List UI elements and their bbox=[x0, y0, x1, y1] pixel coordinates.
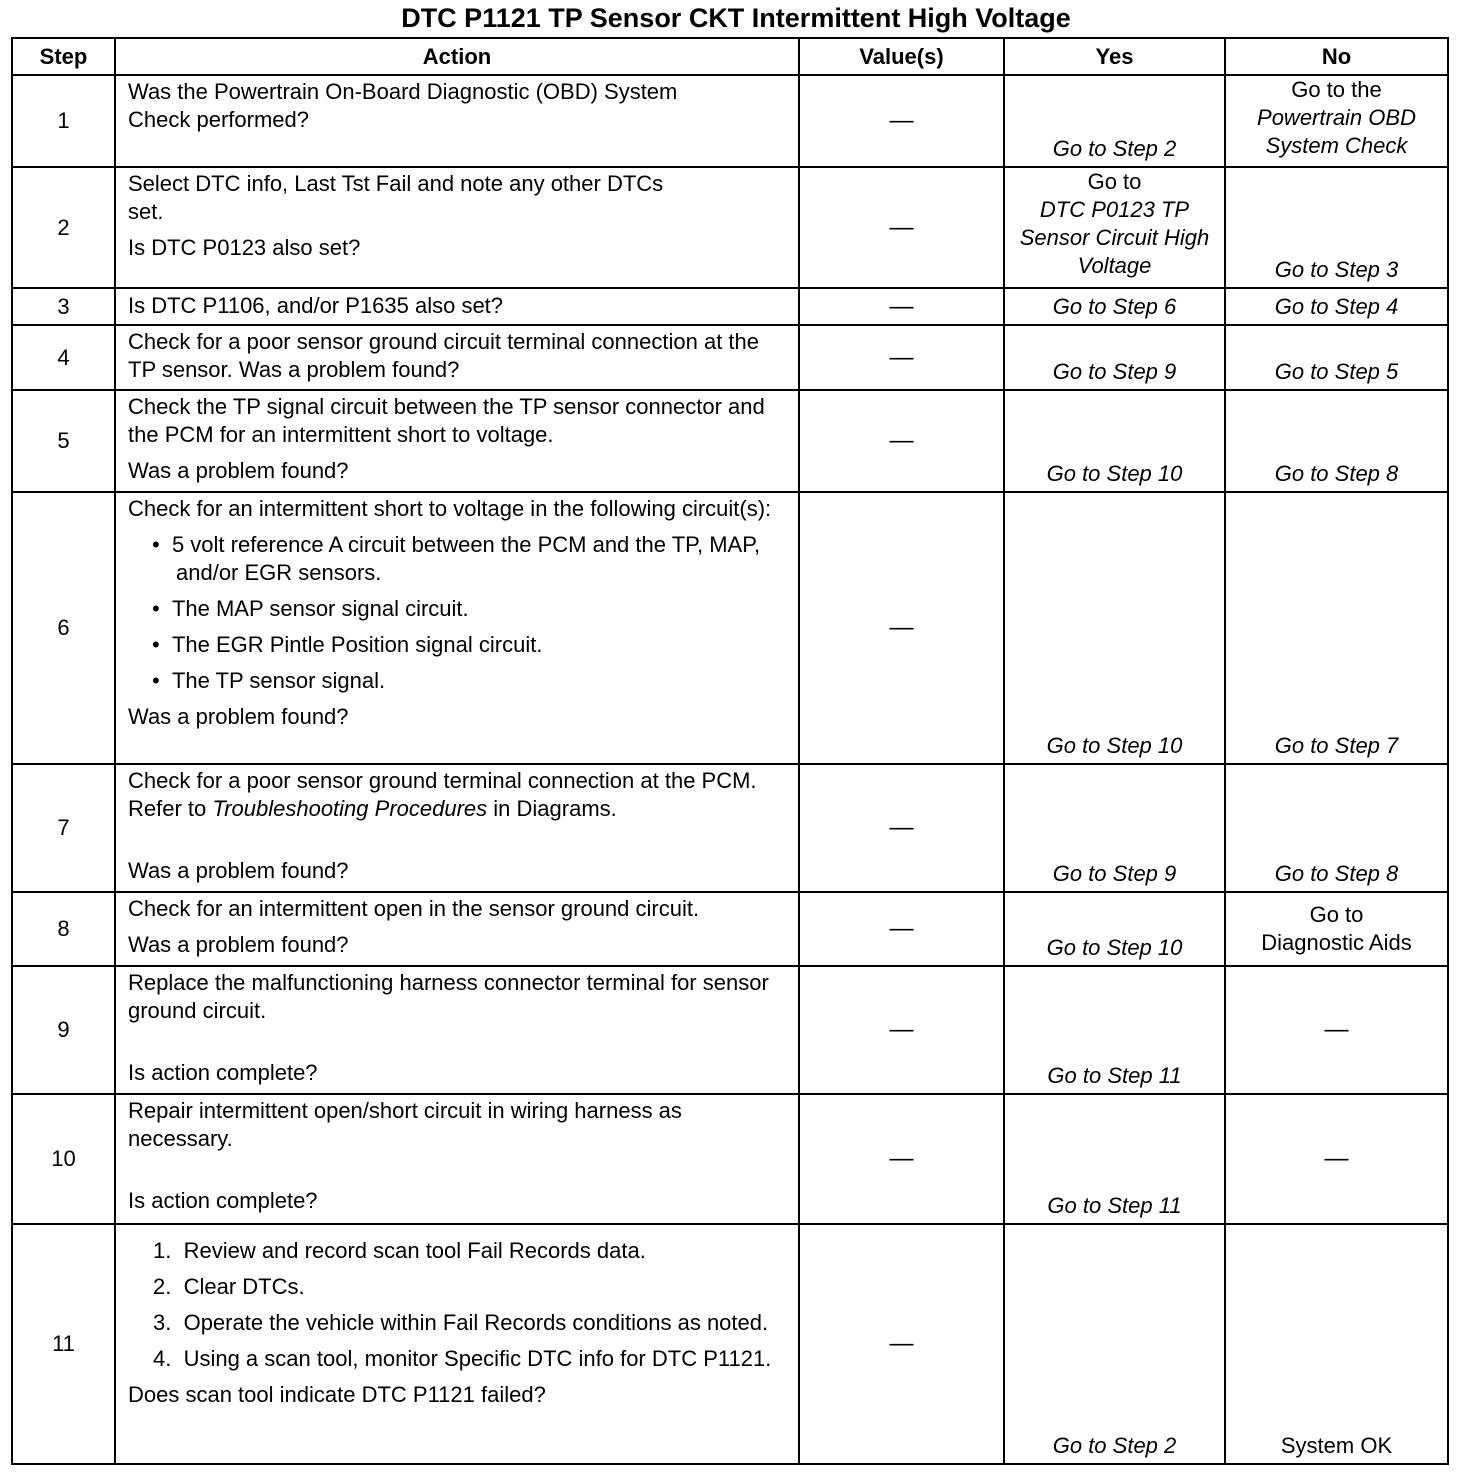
table-row bbox=[12, 764, 1448, 892]
value-cell: — bbox=[799, 167, 1004, 288]
action-text: Check for an intermittent short to voltage in the following circuit(s): bbox=[128, 496, 772, 521]
bullet-text: 5 volt reference A circuit between the PCM and the TP, MAP, and/or EGR sensors. bbox=[171, 532, 761, 585]
action-cell bbox=[115, 1094, 799, 1224]
action-text: Select DTC info, Last Tst Fail and note any other DTCs set. bbox=[128, 171, 664, 224]
no-link[interactable]: Go to Step 4 bbox=[1225, 288, 1448, 325]
table-row bbox=[12, 1094, 1448, 1224]
yes-link[interactable]: DTC P0123 TP Sensor Circuit High Voltage bbox=[1019, 197, 1210, 278]
bullet-item: • 5 volt reference A circuit between the PCM and the TP, MAP, and/or EGR sensors. bbox=[152, 532, 761, 585]
action-text-pre: Check for a poor sensor ground terminal connection at the PCM. Refer to bbox=[128, 768, 757, 821]
action-question: Is action complete? bbox=[128, 1188, 318, 1213]
yes-prefix: Go to bbox=[1087, 169, 1142, 194]
numbered-text: Review and record scan tool Fail Records data. bbox=[183, 1238, 646, 1263]
table-row bbox=[12, 892, 1448, 966]
yes-link[interactable]: Go to Step 11 bbox=[1004, 1094, 1225, 1224]
step-number: 11 bbox=[12, 1224, 115, 1464]
action-cell bbox=[115, 75, 799, 167]
numbered-item: 4. Using a scan tool, monitor Specific DTC info for DTC P1121. bbox=[153, 1346, 772, 1371]
table-row bbox=[12, 167, 1448, 288]
action-cell bbox=[115, 390, 799, 492]
action-text: Check for an intermittent open in the sensor ground circuit. bbox=[128, 896, 700, 921]
header-yes: Yes bbox=[1004, 38, 1225, 75]
value-cell: — bbox=[799, 75, 1004, 167]
action-text bbox=[128, 767, 790, 823]
action-text: Was the Powertrain On-Board Diagnostic (OBD) System bbox=[128, 79, 678, 104]
yes-cell[interactable] bbox=[1004, 167, 1225, 288]
table-row bbox=[12, 966, 1448, 1094]
action-text: Is DTC P1106, and/or P1635 also set? bbox=[115, 288, 799, 325]
header-step: Step bbox=[12, 38, 115, 75]
table-row bbox=[12, 492, 1448, 764]
table-row bbox=[12, 325, 1448, 390]
header-action: Action bbox=[115, 38, 799, 75]
step-number: 5 bbox=[12, 390, 115, 492]
action-cell bbox=[115, 966, 799, 1094]
troubleshooting-link[interactable]: Troubleshooting Procedures bbox=[212, 796, 488, 821]
header-values: Value(s) bbox=[799, 38, 1004, 75]
no-cell[interactable] bbox=[1225, 75, 1448, 167]
table-row bbox=[12, 390, 1448, 492]
no-link[interactable]: Go to Step 5 bbox=[1225, 325, 1448, 390]
value-cell: — bbox=[799, 492, 1004, 764]
numbered-text: Using a scan tool, monitor Specific DTC info for DTC P1121. bbox=[183, 1346, 772, 1371]
numbered-item: 1. Review and record scan tool Fail Records data. bbox=[153, 1238, 646, 1263]
step-number: 2 bbox=[12, 167, 115, 288]
no-link[interactable]: Go to Step 8 bbox=[1225, 764, 1448, 892]
action-question: Was a problem found? bbox=[128, 704, 349, 729]
action-question: Is action complete? bbox=[128, 1060, 318, 1085]
action-text-post: in Diagrams. bbox=[493, 796, 617, 821]
yes-link[interactable]: Go to Step 11 bbox=[1004, 966, 1225, 1094]
numbered-text: Clear DTCs. bbox=[183, 1274, 305, 1299]
yes-link[interactable]: Go to Step 9 bbox=[1004, 764, 1225, 892]
table-row bbox=[12, 288, 1448, 325]
action-cell bbox=[115, 492, 799, 764]
action-question: Was a problem found? bbox=[128, 858, 349, 883]
value-cell: — bbox=[799, 325, 1004, 390]
diagnostic-table bbox=[11, 37, 1449, 1465]
action-question: Does scan tool indicate DTC P1121 failed? bbox=[128, 1382, 546, 1407]
action-cell bbox=[115, 892, 799, 966]
step-number: 9 bbox=[12, 966, 115, 1094]
yes-link[interactable]: Go to Step 9 bbox=[1004, 325, 1225, 390]
action-cell bbox=[115, 764, 799, 892]
no-link[interactable]: Go to Step 3 bbox=[1225, 167, 1448, 288]
numbered-item: 2. Clear DTCs. bbox=[153, 1274, 305, 1299]
step-number: 6 bbox=[12, 492, 115, 764]
value-cell: — bbox=[799, 1094, 1004, 1224]
step-number: 10 bbox=[12, 1094, 115, 1224]
step-number: 1 bbox=[12, 75, 115, 167]
step-number: 4 bbox=[12, 325, 115, 390]
action-cell bbox=[115, 1224, 799, 1464]
yes-link[interactable]: Go to Step 10 bbox=[1004, 492, 1225, 764]
value-cell: — bbox=[799, 1224, 1004, 1464]
value-cell: — bbox=[799, 288, 1004, 325]
action-text: Check the TP signal circuit between the TP sensor connector and the PCM for an intermittent short to voltage. bbox=[128, 394, 765, 447]
no-link[interactable]: Go to Step 8 bbox=[1225, 390, 1448, 492]
no-cell: — bbox=[1225, 1094, 1448, 1224]
step-number: 3 bbox=[12, 288, 115, 325]
yes-link[interactable]: Go to Step 10 bbox=[1004, 892, 1225, 966]
yes-link[interactable]: Go to Step 6 bbox=[1004, 288, 1225, 325]
page-title: DTC P1121 TP Sensor CKT Intermittent High Voltage bbox=[401, 3, 1071, 33]
bullet-item: • The EGR Pintle Position signal circuit. bbox=[152, 632, 543, 657]
header-row bbox=[12, 38, 1448, 75]
action-text: Is DTC P0123 also set? bbox=[128, 235, 361, 260]
action-text: Was a problem found? bbox=[128, 932, 349, 957]
bullet-item: • The TP sensor signal. bbox=[152, 668, 386, 693]
table-row bbox=[12, 1224, 1448, 1464]
numbered-text: Operate the vehicle within Fail Records conditions as noted. bbox=[183, 1310, 769, 1335]
no-cell: — bbox=[1225, 966, 1448, 1094]
value-cell: — bbox=[799, 764, 1004, 892]
value-cell: — bbox=[799, 892, 1004, 966]
action-cell bbox=[115, 167, 799, 288]
yes-link[interactable]: Go to Step 2 bbox=[1004, 75, 1225, 167]
numbered-item: 3. Operate the vehicle within Fail Records conditions as noted. bbox=[153, 1310, 769, 1335]
action-text: Check performed? bbox=[128, 107, 309, 132]
action-text: Was a problem found? bbox=[128, 458, 349, 483]
no-prefix: Go to the bbox=[1291, 77, 1382, 102]
value-cell: — bbox=[799, 966, 1004, 1094]
action-text: Check for a poor sensor ground circuit terminal connection at the TP sensor. Was a problem found? bbox=[115, 325, 799, 390]
yes-link[interactable]: Go to Step 10 bbox=[1004, 390, 1225, 492]
no-link[interactable]: Go to Step 7 bbox=[1225, 492, 1448, 764]
bullet-text: The TP sensor signal. bbox=[171, 668, 386, 693]
step-number: 7 bbox=[12, 764, 115, 892]
no-link[interactable]: Go to Diagnostic Aids bbox=[1225, 892, 1448, 966]
no-link[interactable]: Powertrain OBD System Check bbox=[1257, 105, 1416, 158]
action-text: Repair intermittent open/short circuit in wiring harness as necessary. bbox=[128, 1098, 682, 1151]
bullet-text: The MAP sensor signal circuit. bbox=[171, 596, 469, 621]
no-result: System OK bbox=[1225, 1224, 1448, 1464]
yes-link[interactable]: Go to Step 2 bbox=[1004, 1224, 1225, 1464]
header-no: No bbox=[1225, 38, 1448, 75]
bullet-text: The EGR Pintle Position signal circuit. bbox=[171, 632, 543, 657]
step-number: 8 bbox=[12, 892, 115, 966]
table-row bbox=[12, 75, 1448, 167]
value-cell: — bbox=[799, 390, 1004, 492]
bullet-item: • The MAP sensor signal circuit. bbox=[152, 596, 469, 621]
action-text: Replace the malfunctioning harness connector terminal for sensor ground circuit. bbox=[128, 970, 769, 1023]
